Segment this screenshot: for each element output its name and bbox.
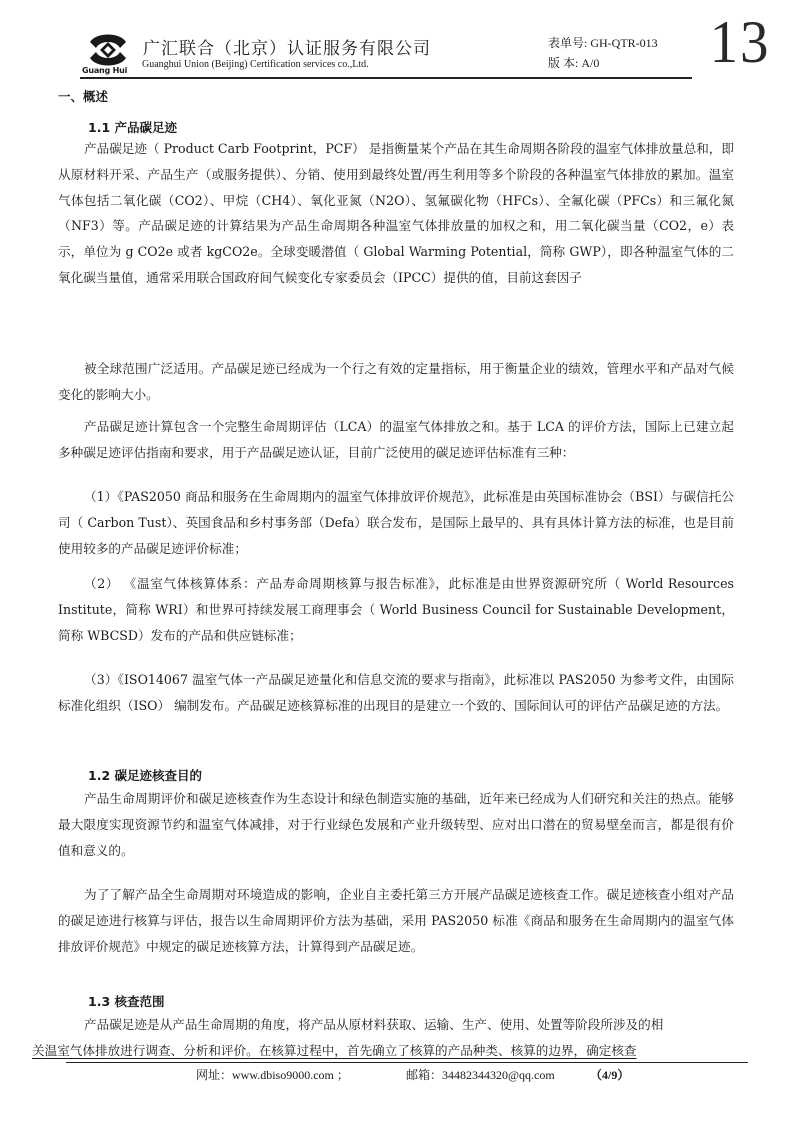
paragraph: （3）《ISO14067 温室气体一产品碳足迹量化和信息交流的要求与指南》，此标准以 PAS2050 为参考文件，由国际标准化组织（ISO） 编制发布。产品碳足迹核算标准的出现目的是建立一个致的、国际间认可的评估产品碳足迹的方法。 xyxy=(58,672,734,713)
page-footer xyxy=(0,1062,792,1092)
paragraph: （2） 《温室气体核算体系：产品寿命周期核算与报告标准》，此标准是由世界资源研究所（ World Resources Institute，简称 WRI）和世界可持续发展工商理事会（ World Business Council for Sustainable Development，简称 WBCSD）发布的产品和供应链标准； xyxy=(58,576,734,643)
form-number: 表单号: GH-QTR-013 xyxy=(548,36,658,50)
logo-caption: Guang Hui xyxy=(82,66,128,75)
paragraph-line-underlined: 关温室气体排放进行调查、分析和评价。在核算过程中，首先确立了核算的产品种类、核算的边界，确定核查 xyxy=(32,1042,637,1058)
paragraph: 被全球范围广泛适用。产品碳足迹已经成为一个行之有效的定量指标，用于衡量企业的绩效，管理水平和产品对气候变化的影响大小。 xyxy=(58,361,734,402)
footer-email: 邮箱：34482344320@qq.com xyxy=(406,1068,555,1082)
paragraph: （1）《PAS2050 商品和服务在生命周期内的温室气体排放评价规范》，此标准是由英国标准协会（BSI）与碳信托公司（ Carbon Tust）、英国食品和乡村事务部（Defa）联合发布，是国际上最早的、具有具体计算方法的标准，也是目前使用较多的产品碳足迹评价标准； xyxy=(58,489,734,556)
version-number: 版 本: A/0 xyxy=(548,56,600,70)
paragraph: 产品生命周期评价和碳足迹核查作为生态设计和绿色制造实施的基础，近年来已经成为人们研究和关注的热点。能够最大限度实现资源节约和温室气体减排，对于行业绿色发展和产业升级转型、应对出口潜在的贸易壁垒而言，都是很有价值和意义的。 xyxy=(58,791,734,858)
company-name-cn: 广汇联合（北京）认证服务有限公司 xyxy=(143,39,431,59)
handwritten-page-mark: 13 xyxy=(709,9,771,75)
paragraph: 产品碳足迹（ Product Carb Footprint，PCF） 是指衡量某个产品在其生命周期各阶段的温室气体排放量总和，即从原材料开采、产品生产（或服务提供）、分销、使用到最终处置/再生利用等多个阶段的各种温室气体排放的累加。温室气体包括二氧化碳（CO2）、甲烷（CH4）、氧化亚氮（N2O）、氢氟碳化物（HFCs）、全氟化碳（PFCs）和三氟化氮（NF3）等。产品碳足迹的计算结果为产品生命周期各种温室气体排放量的加权之和，用二氧化碳当量（CO2，e）表示，单位为 g CO2e 或者 kgCO2e。全球变暖潜值（ Global Warming Potential，简称 GWP），即各种温室气体的二氧化碳当量值，通常采用联合国政府间气候变化专家委员会（IPCC）提供的值，目前这套因子 xyxy=(58,141,734,285)
subsection-title-1-3: 1.3 核查范围 xyxy=(88,994,165,1009)
subsection-title-1-2: 1.2 碳足迹核查目的 xyxy=(88,768,202,783)
paragraph: 为了了解产品全生命周期对环境造成的影响，企业自主委托第三方开展产品碳足迹核查工作。碳足迹核查小组对产品的碳足迹进行核算与评估，报告以生命周期评价方法为基础，采用 PAS2050 标准《商品和服务在生命周期内的温室气体排放评价规范》中规定的碳足迹核算方法，计算得到产品碳足迹。 xyxy=(58,887,734,954)
company-name-en: Guanghui Union (Beijing) Certification services co.,Ltd. xyxy=(142,59,369,70)
paragraph: 产品碳足迹计算包含一个完整生命周期评估（LCA）的温室气体排放之和。基于 LCA 的评价方法，国际上已建立起多种碳足迹评估指南和要求，用于产品碳足迹认证，目前广泛使用的碳足迹评估标准有三种： xyxy=(58,419,734,460)
footer-divider xyxy=(66,1062,748,1063)
paragraph xyxy=(32,1012,734,1064)
footer-website: 网址：www.dbiso9000.com ； xyxy=(196,1068,349,1082)
footer-page-number: （4/9） xyxy=(590,1068,630,1082)
header-divider xyxy=(80,77,692,79)
page-header xyxy=(0,0,792,80)
subsection-title-1-1: 1.1 产品碳足迹 xyxy=(88,120,177,135)
paragraph-line: 产品碳足迹是从产品生命周期的角度，将产品从原材料获取、运输、生产、使用、处置等阶段所涉及的相 xyxy=(84,1017,664,1032)
section-title: 一、概述 xyxy=(58,89,109,104)
